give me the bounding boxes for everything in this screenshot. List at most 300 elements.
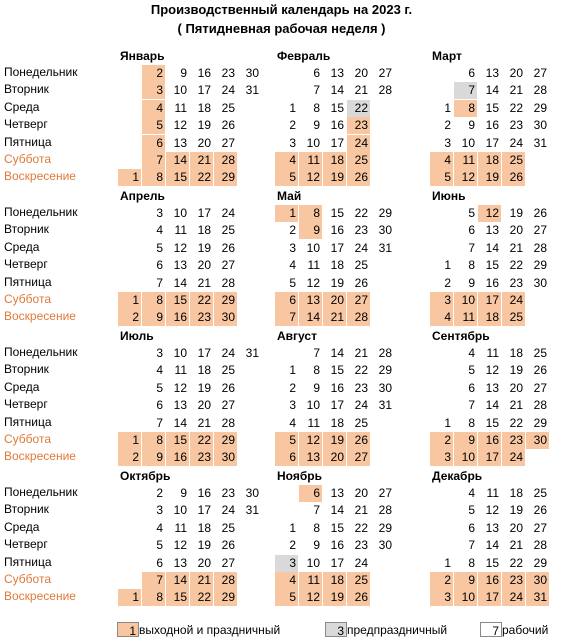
day-cell: 7: [156, 275, 163, 290]
day-cell: 22: [190, 432, 213, 449]
day-cell: 21: [354, 83, 368, 98]
day-cell: 12: [454, 169, 477, 186]
day-cell: 6: [156, 258, 163, 273]
day-cell: 29: [214, 169, 237, 186]
day-cell: 14: [485, 83, 499, 98]
legend-label: предпраздничный: [347, 623, 448, 637]
day-cell: 13: [330, 66, 344, 80]
day-cell: 24: [502, 292, 525, 309]
day-cell: 4: [275, 572, 298, 589]
day-cell: 7: [313, 503, 320, 518]
day-cell: 21: [354, 346, 368, 360]
weekday-label: Вторник: [4, 222, 49, 237]
day-cell: 17: [485, 135, 499, 150]
day-cell: 22: [190, 169, 213, 186]
day-cell: 8: [468, 555, 475, 570]
day-cell: 25: [354, 258, 368, 273]
day-cell: 23: [354, 223, 368, 238]
day-cell: 26: [347, 432, 370, 449]
day-cell: 20: [509, 66, 523, 80]
legend-item-holiday: [117, 622, 280, 638]
day-cell: 9: [454, 572, 477, 589]
day-cell: 1: [444, 415, 451, 430]
day-cell: 5: [468, 206, 475, 220]
day-cell: 18: [197, 100, 211, 115]
day-cell: 21: [190, 152, 213, 169]
day-cell: 26: [533, 206, 547, 220]
day-cell: 14: [173, 415, 187, 430]
day-cell: 15: [485, 415, 499, 430]
day-cell: 3: [275, 555, 298, 572]
day-cell: 17: [478, 589, 501, 606]
weekday-label: Воскресение: [4, 589, 76, 604]
day-cell: 21: [190, 572, 213, 589]
day-cell: 2: [444, 118, 451, 133]
day-cell: 8: [313, 520, 320, 535]
day-cell: 19: [323, 589, 346, 606]
day-cell: 11: [454, 309, 477, 326]
day-cell: 9: [468, 275, 475, 290]
day-cell: 18: [330, 415, 344, 430]
day-cell: 15: [166, 169, 189, 186]
day-cell: 19: [197, 380, 211, 395]
day-cell: 18: [197, 520, 211, 535]
day-cell: 2: [118, 449, 141, 466]
day-cell: 13: [299, 292, 322, 309]
day-cell: 28: [378, 83, 392, 98]
day-cell: 6: [275, 449, 298, 466]
weekday-label: Пятница: [4, 134, 52, 149]
day-cell: 6: [142, 135, 165, 152]
weekday-label: Понедельник: [4, 485, 78, 499]
day-cell: 24: [354, 398, 368, 413]
day-cell: 22: [354, 363, 368, 378]
day-cell: 22: [354, 206, 368, 220]
day-cell: 22: [354, 520, 368, 535]
day-cell: 21: [509, 240, 523, 255]
day-cell: 7: [313, 346, 320, 360]
day-cell: 5: [275, 432, 298, 449]
day-cell: 24: [221, 503, 235, 518]
day-cell: 10: [173, 346, 187, 360]
day-cell: 12: [299, 432, 322, 449]
day-cell: 4: [430, 152, 453, 169]
day-cell: 14: [173, 275, 187, 290]
weekday-label: Вторник: [4, 502, 49, 517]
day-cell: 20: [509, 223, 523, 238]
day-cell: 6: [468, 66, 475, 80]
day-cell: 27: [221, 258, 235, 273]
day-cell: 6: [468, 520, 475, 535]
day-cell: 29: [378, 520, 392, 535]
day-cell: 14: [166, 572, 189, 589]
weekday-label: Четверг: [4, 257, 48, 272]
weekday-label: Пятница: [4, 414, 52, 429]
day-cell: 15: [330, 363, 344, 378]
day-cell: 6: [468, 380, 475, 395]
day-cell: 14: [299, 309, 322, 326]
day-cell: 10: [306, 555, 320, 570]
day-cell: 6: [299, 485, 322, 502]
day-cell: 10: [173, 83, 187, 98]
day-cell: 28: [214, 152, 237, 169]
day-cell: 8: [142, 169, 165, 186]
day-cell: 17: [478, 449, 501, 466]
day-cell: 27: [378, 486, 392, 500]
month-name: Октябрь: [120, 469, 171, 483]
day-cell: 22: [509, 258, 523, 273]
day-cell: 21: [509, 538, 523, 553]
day-cell: 25: [502, 309, 525, 326]
day-cell: 23: [509, 275, 523, 290]
day-cell: 5: [156, 240, 163, 255]
day-cell: 5: [156, 538, 163, 553]
day-cell: 13: [173, 258, 187, 273]
day-cell: 4: [289, 258, 296, 273]
day-cell: 15: [330, 100, 344, 115]
day-cell: 26: [347, 169, 370, 186]
day-cell: 26: [502, 169, 525, 186]
month-name: Июль: [120, 329, 154, 343]
day-cell: 27: [221, 398, 235, 413]
day-cell: 11: [299, 572, 322, 589]
weekday-label: Воскресение: [4, 169, 76, 184]
day-cell: 30: [245, 486, 259, 500]
day-cell: 2: [289, 223, 296, 238]
month-name: Сентябрь: [432, 329, 490, 343]
weekday-label: Пятница: [4, 554, 52, 569]
day-cell: 24: [221, 346, 235, 360]
day-cell: 22: [509, 100, 523, 115]
day-cell: 12: [306, 275, 320, 290]
day-cell: 6: [156, 398, 163, 413]
weekday-label: Воскресение: [4, 309, 76, 324]
day-cell: 21: [509, 83, 523, 98]
day-cell: 1: [289, 520, 296, 535]
day-cell: 30: [378, 538, 392, 553]
month-name: Март: [432, 49, 462, 63]
day-cell: 8: [313, 363, 320, 378]
weekday-label: Среда: [4, 379, 40, 394]
day-cell: 20: [197, 555, 211, 570]
day-cell: 4: [156, 363, 163, 378]
day-cell: 21: [323, 309, 346, 326]
day-cell: 23: [509, 118, 523, 133]
month-name: Август: [277, 329, 317, 343]
day-cell: 7: [142, 152, 165, 169]
day-cell: 8: [142, 292, 165, 309]
day-cell: 18: [478, 152, 501, 169]
day-cell: 23: [502, 432, 525, 449]
day-cell: 24: [354, 240, 368, 255]
day-cell: 13: [485, 223, 499, 238]
legend-label: рабочий: [502, 623, 549, 637]
day-cell: 12: [173, 380, 187, 395]
day-cell: 30: [533, 118, 547, 133]
day-cell: 23: [221, 486, 235, 500]
legend-item-preholiday: [325, 622, 447, 638]
day-cell: 18: [197, 223, 211, 238]
day-cell: 5: [468, 503, 475, 518]
day-cell: 15: [485, 100, 499, 115]
day-cell: 17: [330, 555, 344, 570]
day-cell: 11: [307, 415, 320, 430]
day-cell: 14: [485, 240, 499, 255]
day-cell: 9: [180, 486, 187, 500]
day-cell: 7: [468, 398, 475, 413]
day-cell: 11: [174, 363, 187, 378]
day-cell: 3: [430, 589, 453, 606]
day-cell: 13: [485, 520, 499, 535]
day-cell: 1: [289, 363, 296, 378]
day-cell: 13: [173, 398, 187, 413]
day-cell: 17: [197, 346, 211, 360]
day-cell: 24: [502, 589, 525, 606]
day-cell: 13: [299, 449, 322, 466]
weekday-label: Четверг: [4, 397, 48, 412]
day-cell: 27: [347, 449, 370, 466]
day-cell: 7: [468, 538, 475, 553]
weekday-label: Понедельник: [4, 205, 78, 219]
day-cell: 25: [347, 152, 370, 169]
day-cell: 26: [221, 380, 235, 395]
day-cell: 8: [142, 589, 165, 606]
day-cell: 28: [378, 346, 392, 360]
day-cell: 9: [468, 118, 475, 133]
day-cell: 28: [347, 309, 370, 326]
day-cell: 7: [156, 415, 163, 430]
day-cell: 4: [275, 152, 298, 169]
day-cell: 1: [118, 169, 141, 186]
month-name: Май: [277, 189, 302, 203]
day-cell: 10: [173, 206, 187, 220]
day-cell: 4: [156, 520, 163, 535]
day-cell: 1: [118, 292, 141, 309]
day-cell: 15: [166, 589, 189, 606]
day-cell: 28: [533, 538, 547, 553]
day-cell: 8: [468, 258, 475, 273]
day-cell: 23: [347, 117, 370, 134]
day-cell: 9: [313, 538, 320, 553]
day-cell: 1: [289, 100, 296, 115]
day-cell: 9: [142, 309, 165, 326]
day-cell: 20: [197, 398, 211, 413]
day-cell: 25: [502, 152, 525, 169]
day-cell: 22: [190, 292, 213, 309]
day-cell: 3: [156, 206, 163, 220]
day-cell: 18: [509, 486, 523, 500]
month-name: Июнь: [432, 189, 466, 203]
day-cell: 19: [197, 118, 211, 133]
day-cell: 1: [118, 432, 141, 449]
day-cell: 31: [378, 398, 392, 413]
day-cell: 13: [485, 380, 499, 395]
day-cell: 19: [323, 169, 346, 186]
day-cell: 16: [197, 66, 211, 80]
day-cell: 28: [221, 415, 235, 430]
day-cell: 16: [166, 449, 189, 466]
day-cell: 30: [526, 572, 549, 589]
day-cell: 14: [485, 398, 499, 413]
weekday-label: Суббота: [4, 152, 51, 166]
day-cell: 22: [509, 555, 523, 570]
month-name: Февраль: [277, 49, 331, 63]
day-cell: 6: [468, 223, 475, 238]
day-cell: 6: [156, 555, 163, 570]
day-cell: 16: [478, 572, 501, 589]
day-cell: 2: [430, 572, 453, 589]
day-cell: 27: [533, 223, 547, 238]
day-cell: 4: [156, 223, 163, 238]
day-cell: 7: [142, 572, 165, 589]
day-cell: 14: [330, 503, 344, 518]
day-cell: 18: [509, 346, 523, 360]
day-cell: 11: [299, 152, 322, 169]
day-cell: 15: [485, 258, 499, 273]
day-cell: 30: [245, 66, 259, 80]
day-cell: 20: [354, 66, 368, 80]
day-cell: 20: [197, 135, 211, 150]
day-cell: 20: [354, 486, 368, 500]
day-cell: 29: [533, 258, 547, 273]
day-cell: 28: [214, 572, 237, 589]
day-cell: 16: [485, 275, 499, 290]
day-cell: 5: [430, 169, 453, 186]
day-cell: 24: [502, 449, 525, 466]
weekday-label: Понедельник: [4, 345, 78, 359]
month-name: Апрель: [120, 189, 165, 203]
day-cell: 30: [378, 223, 392, 238]
day-cell: 25: [533, 346, 547, 360]
day-cell: 31: [245, 346, 259, 360]
day-cell: 22: [509, 415, 523, 430]
day-cell: 9: [180, 66, 187, 80]
day-cell: 25: [221, 100, 235, 115]
weekday-label: Суббота: [4, 432, 51, 446]
day-cell: 10: [306, 240, 320, 255]
day-cell: 15: [166, 432, 189, 449]
day-cell: 2: [444, 275, 451, 290]
day-cell: 24: [221, 83, 235, 98]
weekday-label: Суббота: [4, 292, 51, 306]
day-cell: 23: [190, 309, 213, 326]
day-cell: 31: [526, 589, 549, 606]
day-cell: 18: [330, 258, 344, 273]
day-cell: 4: [468, 346, 475, 360]
day-cell: 14: [330, 346, 344, 360]
day-cell: 23: [354, 538, 368, 553]
day-cell: 4: [468, 486, 475, 500]
day-cell: 3: [156, 346, 163, 360]
day-cell: 2: [289, 118, 296, 133]
day-cell: 20: [509, 380, 523, 395]
day-cell: 9: [142, 449, 165, 466]
day-cell: 30: [378, 380, 392, 395]
day-cell: 10: [454, 292, 477, 309]
legend-swatch: 1: [117, 622, 139, 637]
day-cell: 2: [156, 486, 163, 500]
day-cell: 6: [275, 292, 298, 309]
day-cell: 5: [156, 380, 163, 395]
day-cell: 1: [275, 205, 298, 222]
day-cell: 26: [347, 589, 370, 606]
day-cell: 12: [478, 205, 501, 222]
day-cell: 29: [214, 292, 237, 309]
weekday-label: Среда: [4, 239, 40, 254]
day-cell: 5: [289, 275, 296, 290]
day-cell: 18: [323, 152, 346, 169]
day-cell: 6: [313, 66, 320, 80]
day-cell: 18: [197, 363, 211, 378]
day-cell: 12: [299, 169, 322, 186]
day-cell: 8: [299, 205, 322, 222]
day-cell: 19: [323, 432, 346, 449]
day-cell: 28: [221, 275, 235, 290]
day-cell: 10: [306, 135, 320, 150]
day-cell: 20: [323, 292, 346, 309]
day-cell: 25: [221, 363, 235, 378]
day-cell: 27: [533, 380, 547, 395]
day-cell: 25: [533, 486, 547, 500]
day-cell: 10: [306, 398, 320, 413]
day-cell: 8: [468, 415, 475, 430]
day-cell: 3: [142, 82, 165, 99]
day-cell: 23: [354, 380, 368, 395]
page-title: Производственный календарь на 2023 г.: [150, 2, 413, 17]
day-cell: 3: [289, 398, 296, 413]
day-cell: 26: [221, 538, 235, 553]
day-cell: 24: [354, 555, 368, 570]
day-cell: 12: [299, 589, 322, 606]
day-cell: 5: [468, 363, 475, 378]
day-cell: 4: [142, 100, 165, 117]
day-cell: 3: [289, 240, 296, 255]
day-cell: 15: [166, 292, 189, 309]
day-cell: 29: [533, 100, 547, 115]
day-cell: 29: [533, 415, 547, 430]
day-cell: 31: [245, 503, 259, 518]
day-cell: 10: [461, 135, 475, 150]
legend-item-workday: [480, 622, 548, 638]
day-cell: 4: [430, 309, 453, 326]
day-cell: 3: [289, 135, 296, 150]
weekday-label: Вторник: [4, 362, 49, 377]
day-cell: 15: [330, 520, 344, 535]
day-cell: 1: [444, 100, 451, 115]
month-name: Декабрь: [432, 469, 483, 483]
day-cell: 30: [214, 309, 237, 326]
day-cell: 17: [197, 83, 211, 98]
day-cell: 18: [323, 572, 346, 589]
day-cell: 26: [533, 503, 547, 518]
day-cell: 3: [444, 135, 451, 150]
day-cell: 8: [313, 100, 320, 115]
day-cell: 22: [347, 100, 370, 117]
day-cell: 26: [354, 275, 368, 290]
day-cell: 24: [347, 135, 370, 152]
day-cell: 20: [509, 520, 523, 535]
day-cell: 17: [330, 135, 344, 150]
day-cell: 17: [330, 398, 344, 413]
day-cell: 27: [221, 135, 235, 150]
day-cell: 12: [485, 363, 499, 378]
day-cell: 29: [214, 589, 237, 606]
day-cell: 7: [275, 309, 298, 326]
day-cell: 11: [174, 223, 187, 238]
day-cell: 1: [444, 555, 451, 570]
day-cell: 25: [347, 572, 370, 589]
day-cell: 12: [173, 538, 187, 553]
